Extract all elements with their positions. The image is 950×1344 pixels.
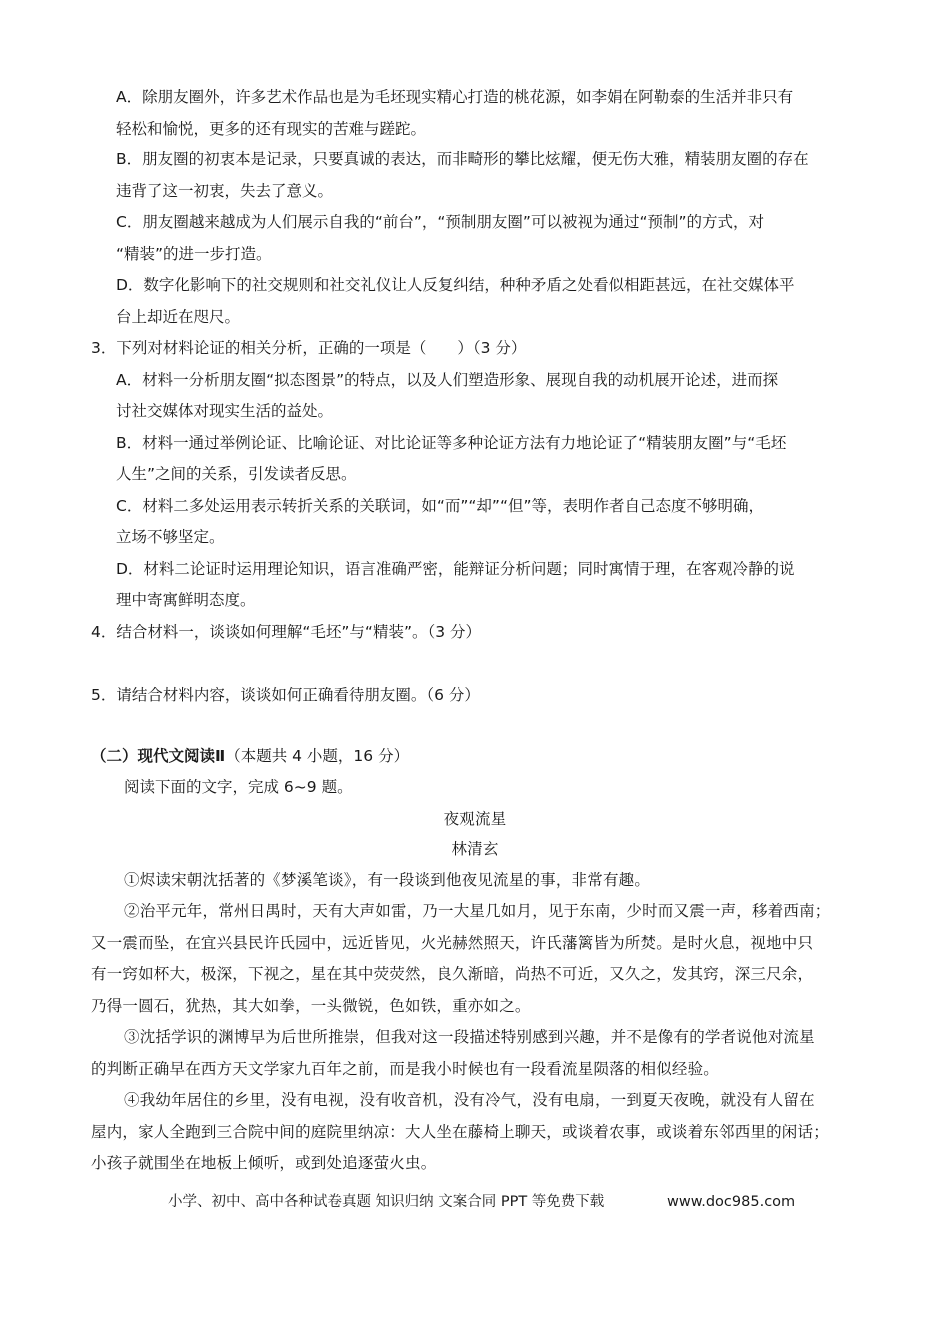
q2-option-b-line1: B．朋友圈的初衷本是记录，只要真诚的表达，而非畸形的攀比炫耀，便无伤大雅，精装朋友圈的存在 (116, 150, 809, 168)
q3-option-d-line2: 理中寄寓鲜明态度。 (116, 591, 256, 609)
article-paragraph-1: ①烬读宋朝沈括著的《梦溪笔谈》，有一段谈到他夜见流星的事，非常有趣。 (124, 871, 651, 889)
section-instruction: 阅读下面的文字，完成 6~9 题。 (124, 778, 353, 796)
q3-option-c-line1: C．材料二多处运用表示转折关系的关联词，如“而”“却”“但”等，表明作者自己态度不够明确， (116, 497, 765, 515)
q2-option-d-line2: 台上却近在咫尺。 (116, 308, 241, 326)
q2-option-d-line1: D．数字化影响下的社交规则和社交礼仪让人反复纠结，种种矛盾之处看似相距甚远，在社交媒体平 (116, 276, 795, 294)
q5-stem: 5．请结合材料内容，谈谈如何正确看待朋友圈。（6 分） (91, 686, 480, 704)
article-paragraph-4-line1: ④我幼年居住的乡里，没有电视，没有收音机，没有冷气，没有电扇，一到夏天夜晚，就没有人留在 (124, 1091, 815, 1109)
article-paragraph-4-line2: 屋内，家人全跑到三合院中间的庭院里纳凉：大人坐在藤椅上聊天，或谈着农事，或谈着东邻西里的闲话； (91, 1123, 829, 1141)
footer-text: 小学、初中、高中各种试卷真题 知识归纳 文案合同 PPT 等免费下载 (168, 1194, 605, 1210)
article-paragraph-3-line1: ③沈括学识的渊博早为后世所推崇，但我对这一段描述特别感到兴趣，并不是像有的学者说他对流星 (124, 1028, 815, 1046)
q3-option-d-line1: D．材料二论证时运用理论知识，语言准确严密，能辩证分析问题；同时寓情于理，在客观冷静的说 (116, 560, 795, 578)
article-paragraph-3-line2: 的判断正确早在西方天文学家九百年之前，而是我小时候也有一段看流星陨落的相似经验。 (91, 1060, 720, 1078)
q2-option-b-line2: 违背了这一初衷，失去了意义。 (116, 182, 334, 200)
q3-stem: 3．下列对材料论证的相关分析，正确的一项是（ ）（3 分） (91, 339, 527, 357)
q2-option-a-line2: 轻松和愉悦，更多的还有现实的苦难与蹉跎。 (116, 120, 427, 138)
q3-option-b-line1: B．材料一通过举例论证、比喻论证、对比论证等多种论证方法有力地论证了“精装朋友圈”与“毛坯 (116, 434, 787, 452)
article-paragraph-2-line2: 又一震而坠，在宜兴县民许氏园中，远近皆见，火光赫然照天，许氏藩篱皆为所焚。是时火息，视地中只 (91, 934, 814, 952)
q2-option-c-line2: “精装”的进一步打造。 (116, 245, 272, 263)
article-author: 林清玄 (451, 840, 499, 858)
article-paragraph-2-line3: 有一窍如杯大，极深，下视之，星在其中荧荧然，良久渐暗，尚热不可近，又久之，发其窍，深三尺余， (91, 965, 814, 983)
article-paragraph-2-line1: ②治平元年，常州日禺时，天有大声如雷，乃一大星几如月，见于东南，少时而又震一声，移着西南； (124, 902, 831, 920)
section-heading-bold: （二）现代文阅读Ⅱ (91, 747, 226, 765)
q2-option-a-line1: A．除朋友圈外，许多艺术作品也是为毛坯现实精心打造的桃花源，如李娟在阿勒泰的生活并非只有 (116, 88, 794, 106)
article-paragraph-4-line3: 小孩子就围坐在地板上倾听，或到处追逐萤火虫。 (91, 1154, 437, 1172)
q3-option-b-line2: 人生”之间的关系，引发读者反思。 (116, 465, 357, 483)
footer-url[interactable]: www.doc985.com (667, 1194, 796, 1210)
section-heading (91, 745, 409, 767)
section-heading-detail: （本题共 4 小题，16 分） (225, 747, 410, 765)
article-title: 夜观流星 (443, 810, 507, 828)
q4-stem: 4．结合材料一，谈谈如何理解“毛坯”与“精装”。（3 分） (91, 623, 482, 641)
q3-option-c-line2: 立场不够坚定。 (116, 528, 225, 546)
q3-option-a-line2: 讨社交媒体对现实生活的益处。 (116, 402, 334, 420)
q3-option-a-line1: A．材料一分析朋友圈“拟态图景”的特点，以及人们塑造形象、展现自我的动机展开论述，进而探 (116, 371, 779, 389)
article-paragraph-2-line4: 乃得一圆石，犹热，其大如拳，一头微锐，色如铁，重亦如之。 (91, 997, 531, 1015)
q2-option-c-line1: C．朋友圈越来越成为人们展示自我的“前台”，“预制朋友圈”可以被视为通过“预制”的方式，对 (116, 213, 765, 231)
